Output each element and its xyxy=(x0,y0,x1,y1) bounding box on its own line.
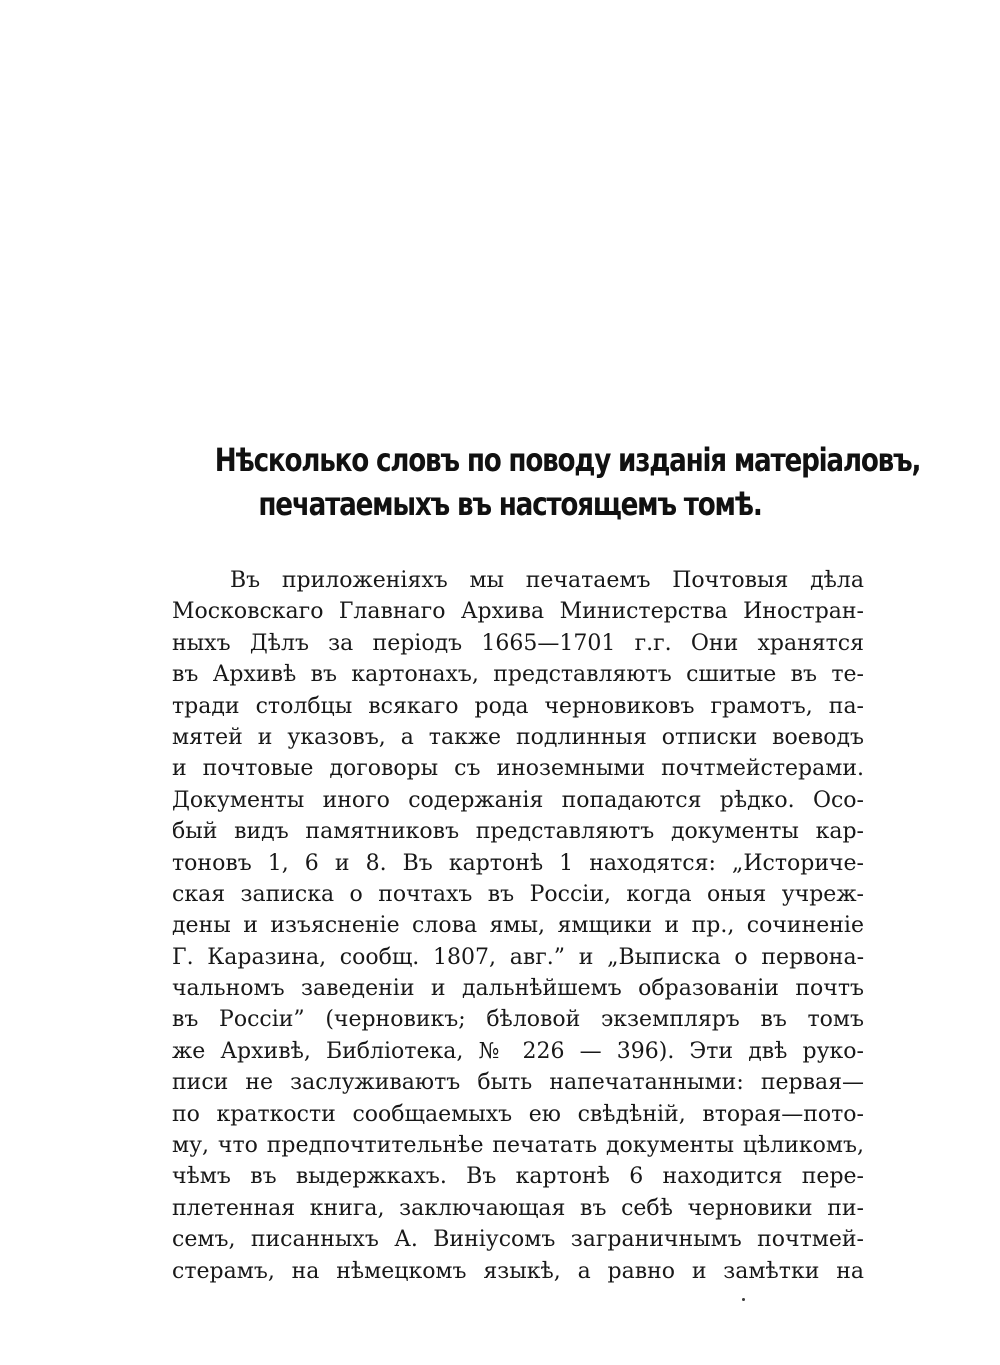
text-line: по краткости сообщаемыхъ ею свѣдѣній, вторая—пото- xyxy=(172,1101,864,1127)
text-line: му, что предпочтительнѣе печатать документы цѣликомъ, xyxy=(172,1133,864,1159)
text-line: ныхъ Дѣлъ за періодъ 1665—1701 г.г. Они хранятся xyxy=(172,630,864,656)
text-line: въ Россіи” (черновикъ; бѣловой экземпляръ въ томъ xyxy=(172,1007,864,1033)
text-line: въ Архивѣ въ картонахъ, представляютъ сшитые въ те- xyxy=(172,662,864,688)
text-line: мятей и указовъ, а также подлинныя отписки воеводъ xyxy=(172,724,864,750)
chapter-title xyxy=(150,438,921,526)
text-line: Въ приложеніяхъ мы печатаемъ Почтовыя дѣла xyxy=(230,568,864,593)
text-line: же Архивѣ, Библіотека, № 226 — 396). Эти двѣ руко- xyxy=(172,1038,864,1064)
print-speck xyxy=(742,1298,745,1301)
chapter-title-line-2: печатаемыхъ въ настоящемъ томѣ. xyxy=(258,485,762,523)
body-paragraph xyxy=(172,565,864,1287)
text-line: Московскаго Главнаго Архива Министерства Иностран- xyxy=(172,599,864,625)
text-line: тради столбцы всякаго рода черновиковъ грамотъ, па- xyxy=(172,693,864,719)
text-line: чѣмъ въ выдержкахъ. Въ картонѣ 6 находится пере- xyxy=(172,1164,864,1190)
text-line: и почтовые договоры съ иноземными почтмейстерами. xyxy=(172,756,864,782)
text-line: плетенная книга, заключающая въ себѣ черновики пи- xyxy=(172,1195,864,1221)
text-line: бый видъ памятниковъ представляютъ документы кар- xyxy=(172,819,864,845)
text-line: писи не заслуживаютъ быть напечатанными: первая— xyxy=(172,1070,864,1096)
text-line: чальномъ заведеніи и дальнѣйшемъ образованіи почтъ xyxy=(172,976,864,1002)
text-line: дены и изъясненіе слова ямы, ямщики и пр., сочиненіе xyxy=(172,913,864,939)
text-line: ская записка о почтахъ въ Россіи, когда оныя учреж- xyxy=(172,881,864,907)
text-line: Документы иного содержанія попадаются рѣдко. Осо- xyxy=(172,787,864,813)
text-line: стерамъ, на нѣмецкомъ языкѣ, а равно и замѣтки на xyxy=(172,1258,864,1284)
text-line: семъ, писанныхъ А. Виніусомъ заграничнымъ почтмей- xyxy=(172,1227,864,1253)
chapter-title-line-1: Нѣсколько словъ по поводу изданія матеріаловъ, xyxy=(214,441,921,479)
text-line: Г. Каразина, сообщ. 1807, авг.” и „Выписка о первона- xyxy=(172,944,864,970)
text-line: тоновъ 1, 6 и 8. Въ картонѣ 1 находятся: „Историче- xyxy=(172,850,864,876)
